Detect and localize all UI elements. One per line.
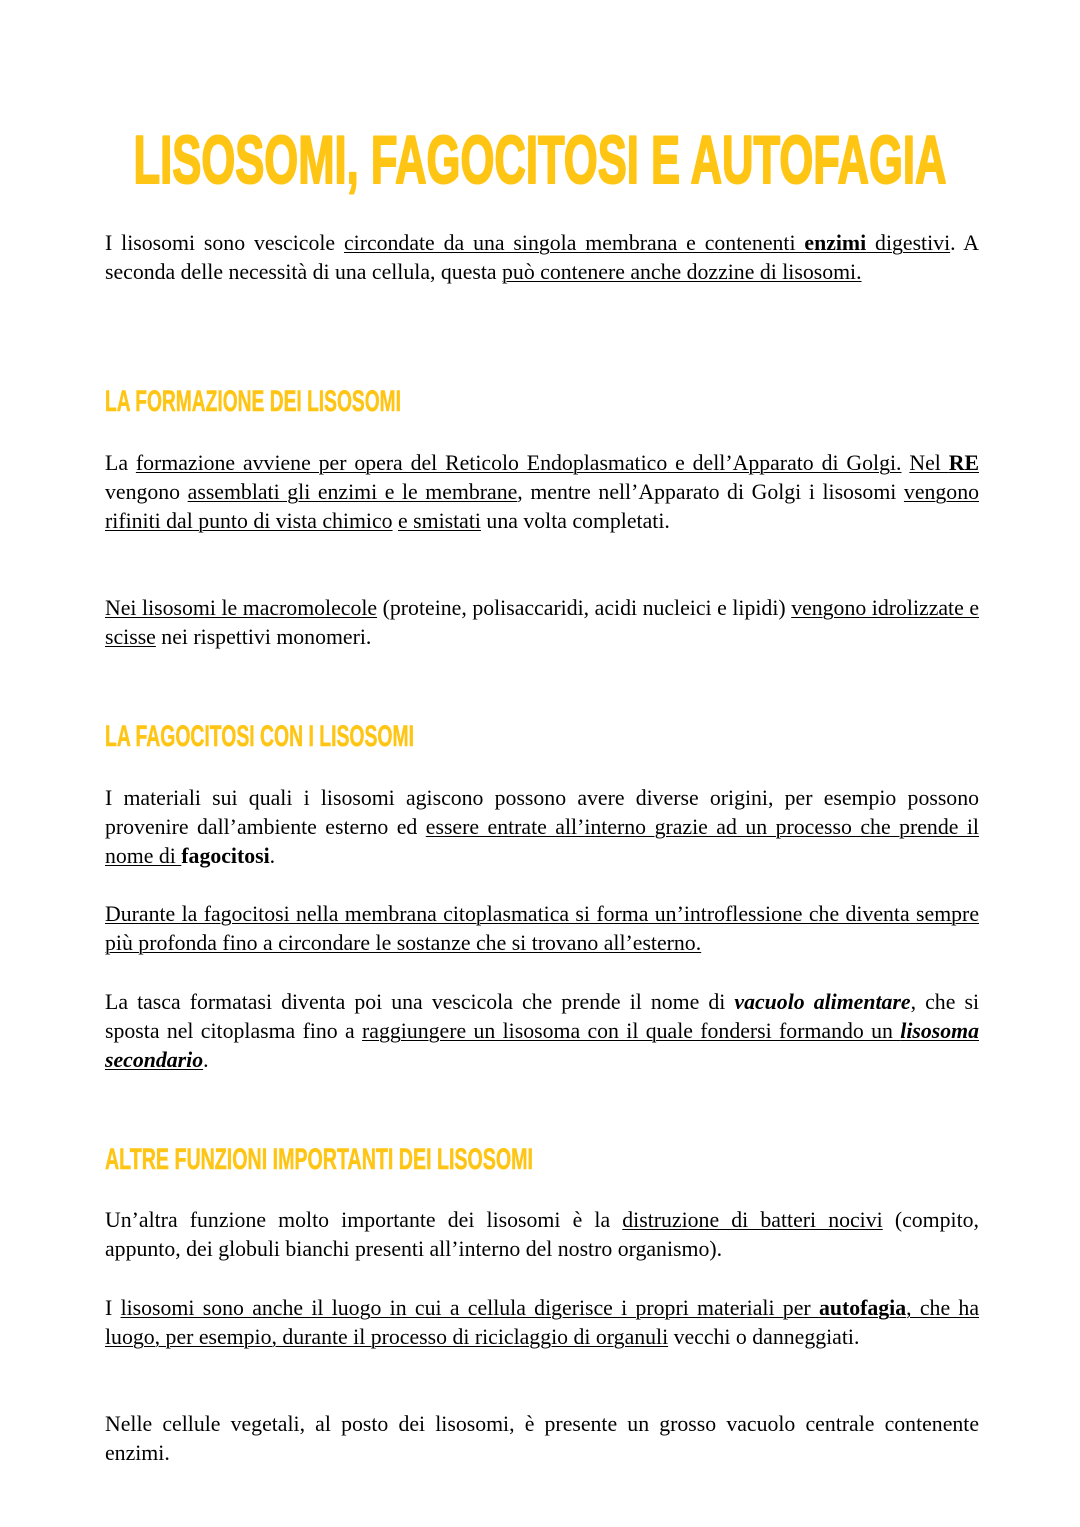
text-run: nei rispettivi monomeri.: [155, 624, 372, 649]
text-run: (compito, appunto, dei globuli bianchi presenti all’interno del nostro organismo).: [105, 1208, 979, 1261]
text-run: . A seconda delle necessità di una cellula, questa: [105, 231, 979, 284]
paragraph-autofagia: [105, 1294, 979, 1352]
section-heading-fagocitosi: LA FAGOCITOSI CON I LISOSOMI: [105, 720, 414, 753]
underlined-text: circondate da una singola membrana e contenenti: [343, 231, 805, 255]
section-heading-formazione: LA FORMAZIONE DEI LISOSOMI: [105, 385, 401, 418]
underlined-text: vengono rifiniti dal punto di vista chimico: [105, 479, 979, 533]
text-run: vecchi o danneggiati.: [668, 1324, 860, 1349]
bold-term: fagocitosi: [181, 843, 270, 868]
text-run: (proteine, polisaccaridi, acidi nucleici e lipidi): [377, 596, 792, 620]
text-run: I: [105, 1296, 121, 1320]
bold-italic-term: vacuolo alimentare: [734, 990, 911, 1014]
paragraph-batteri: [105, 1206, 979, 1264]
section-heading-container: [0, 1138, 1080, 1182]
underlined-text: lisosomi sono anche il luogo in cui a cellula digerisce i propri materiali per: [120, 1296, 819, 1320]
paragraph-introflessione: [105, 900, 979, 958]
underlined-text: digestivi: [866, 231, 951, 255]
underlined-text: può contenere anche dozzine di lisosomi.: [502, 259, 862, 284]
text-run: La tasca formatasi diventa poi una vescicola che prende il nome di: [105, 990, 735, 1014]
underlined-text: Nei lisosomi le macromolecole: [105, 596, 378, 620]
bold-term: RE: [948, 451, 979, 475]
text-run: La: [105, 451, 136, 475]
page-title-container: [0, 110, 1080, 200]
paragraph-macromolecole: [105, 594, 979, 652]
section-heading-altre-funzioni: ALTRE FUNZIONI IMPORTANTI DEI LISOSOMI: [105, 1143, 533, 1176]
underlined-text: distruzione di batteri nocivi: [622, 1208, 883, 1232]
underlined-text: , che ha luogo, per esempio, durante il processo di riciclaggio di organuli: [105, 1296, 979, 1349]
paragraph-cellule-vegetali: [105, 1410, 979, 1468]
text-run: , mentre nell’Apparato di Golgi i lisosomi: [517, 479, 904, 504]
bold-term: autofagia: [818, 1296, 907, 1320]
text-run: .: [203, 1047, 209, 1072]
text-run: I lisosomi sono vescicole: [105, 231, 344, 255]
section-heading-container: [0, 380, 1080, 424]
underlined-text: essere entrate all’interno grazie ad un processo che prende il nome di: [105, 814, 979, 868]
underlined-text: formazione avviene per opera del Reticolo Endoplasmatico e dell’Apparato di Golgi.: [135, 451, 902, 475]
page-title: LISOSOMI, FAGOCITOSI E AUTOFAGIA: [133, 122, 947, 198]
paragraph-vacuolo: [105, 988, 979, 1074]
text-run: Un’altra funzione molto importante dei lisosomi è la: [105, 1208, 623, 1232]
text-run: una volta completati.: [480, 508, 670, 533]
text-run: I materiali sui quali i lisosomi agiscono possono avere diverse origini, per esempio possono provenire dall’ambiente esterno ed: [105, 786, 979, 839]
underlined-text: vengono idrolizzate e scisse: [105, 596, 980, 649]
underlined-text: raggiungere un lisosoma con il quale fondersi formando un: [362, 1018, 901, 1043]
underlined-text: Durante la fagocitosi nella membrana citoplasmatica si forma un’introflessione che diventa sempre più profonda fino a circondare le sostanze che si trovano all’esterno.: [105, 902, 979, 955]
bold-italic-term: lisosoma secondario: [105, 1018, 979, 1072]
intro-paragraph: [105, 229, 979, 287]
paragraph-materiali: [105, 784, 979, 870]
text-run: Nelle cellule vegetali, al posto dei lisosomi, è presente un grosso vacuolo centrale contenente enzimi.: [105, 1412, 979, 1465]
underlined-text: Nel: [909, 451, 949, 475]
bold-term: enzimi: [804, 231, 867, 255]
section-heading-container: [0, 715, 1080, 759]
underlined-text: assemblati gli enzimi e le membrane: [187, 479, 518, 504]
underlined-text: e smistati: [398, 508, 481, 533]
text-run: , che si sposta nel citoplasma fino a: [105, 990, 980, 1043]
text-run: .: [269, 843, 276, 868]
paragraph-formazione: [105, 449, 979, 535]
text-run: vengono: [105, 479, 188, 504]
